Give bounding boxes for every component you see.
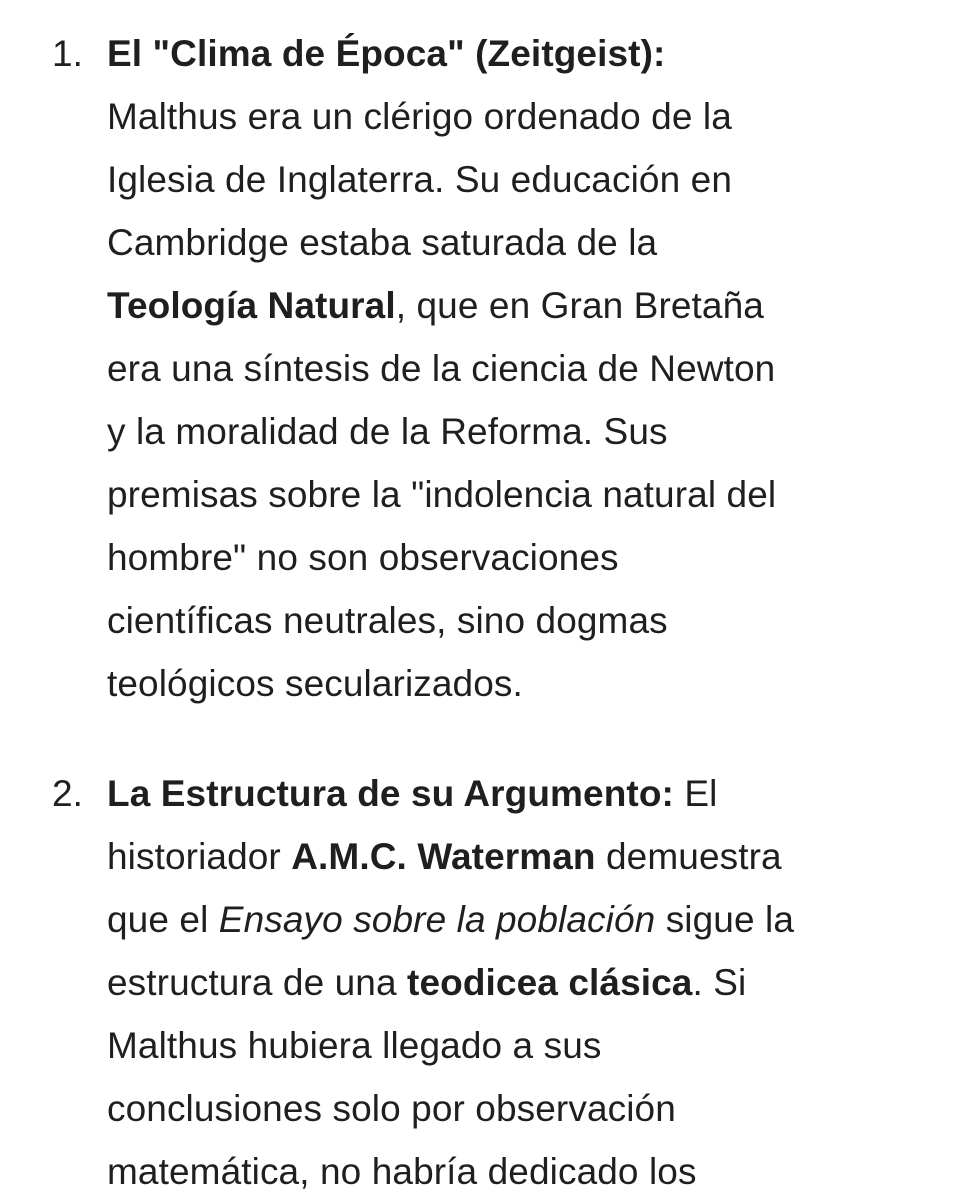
list-item-text-line [107,888,794,951]
list-item-text-line [107,1140,697,1203]
text-run: Malthus era un clérigo ordenado de la [107,96,732,137]
text-run: premisas sobre la "indolencia natural del [107,474,777,515]
text-run: era una síntesis de la ciencia de Newton [107,348,776,389]
text-run: . Si [692,962,747,1003]
list-item-text-line [107,148,732,211]
list-item-text-line [107,652,523,715]
text-run: Malthus hubiera llegado a sus [107,1025,602,1066]
text-run: matemática, no habría dedicado los [107,1151,697,1192]
list-item-text-line [107,85,732,148]
bold-text: Teología Natural [107,285,396,326]
italic-text: Ensayo sobre la población [218,899,656,940]
list-item-text-line [107,274,764,337]
text-run: sigue la [655,899,795,940]
list-item-text-line [107,463,776,526]
text-run: hombre" no son observaciones [107,537,619,578]
list-item-text-line [107,1014,602,1077]
list-item-text-line [107,951,746,1014]
text-run: y la moralidad de la Reforma. Sus [107,411,668,452]
text-run: que el [107,899,219,940]
list-item-text-line [107,400,668,463]
list-item-text-line [107,1077,676,1140]
list-item-number: 1. [52,33,83,74]
bold-text: A.M.C. Waterman [291,836,596,877]
list-item-text-line [107,762,717,825]
text-run: Iglesia de Inglaterra. Su educación en [107,159,732,200]
text-run: historiador [107,836,292,877]
text-run: Cambridge estaba saturada de la [107,222,658,263]
list-item-text-line [107,337,775,400]
text-run: teológicos secularizados. [107,663,523,704]
list-item-text-line [107,22,665,85]
text-run: estructura de una [107,962,408,1003]
list-item-text-line [107,825,782,888]
bold-text: teodicea clásica [407,962,693,1003]
list-item-text-line [107,211,657,274]
list-item-number: 2. [52,773,83,814]
bold-text: La Estructura de su Argumento: [107,773,674,814]
list-item-text-line [107,526,619,589]
text-run: conclusiones solo por observación [107,1088,676,1129]
bold-text: El "Clima de Época" (Zeitgeist): [107,33,666,74]
text-run: científicas neutrales, sino dogmas [107,600,668,641]
text-run: , que en Gran Bretaña [395,285,764,326]
text-run: El [673,773,718,814]
text-run: demuestra [595,836,782,877]
list-item-text-line [107,589,668,652]
